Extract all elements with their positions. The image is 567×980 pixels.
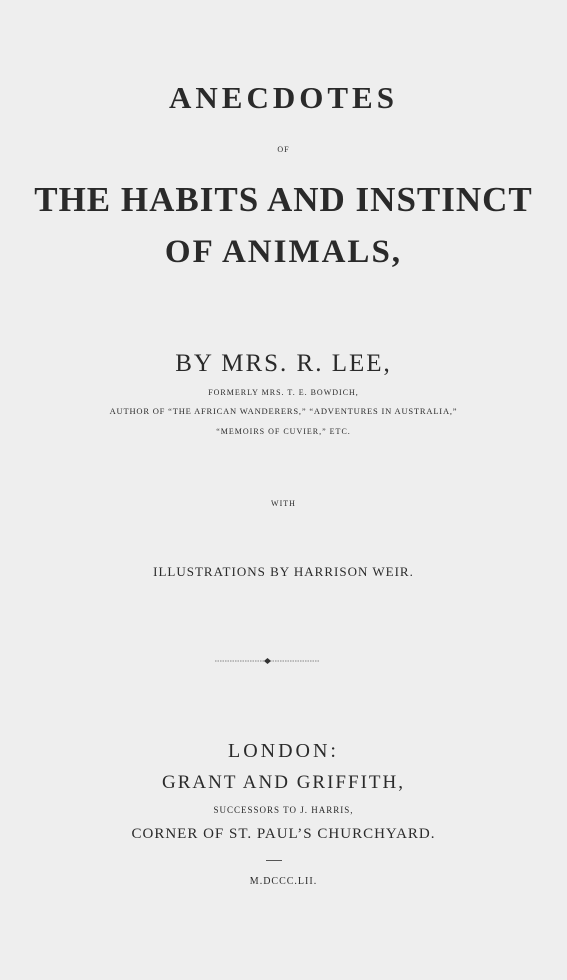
formerly-line: FORMERLY MRS. T. E. BOWDICH, [208,388,359,397]
successors-line: SUCCESSORS TO J. HARRIS, [213,805,354,815]
title-line-habits-instinct: THE HABITS AND INSTINCT [34,180,533,219]
address-line: CORNER OF ST. PAUL’S CHURCHYARD. [131,826,436,842]
city-line: LONDON: [228,740,339,762]
illustrations-line: ILLUSTRATIONS BY HARRISON WEIR. [153,564,414,579]
year-line: M.DCCC.LII. [249,876,318,887]
works-line-2: “MEMOIRS OF CUVIER,” ETC. [216,427,351,436]
works-line-1: AUTHOR OF “THE AFRICAN WANDERERS,” “ADVENTURES IN AUSTRALIA,” [109,406,458,416]
publisher-line: GRANT AND GRIFFITH, [162,772,405,793]
title-line-anecdotes: ANECDOTES [169,80,398,115]
short-rule [266,860,282,861]
with-line: WITH [271,499,296,508]
title-line-of: OF [277,145,290,154]
author-line: BY MRS. R. LEE, [175,350,392,377]
title-line-of-animals: OF ANIMALS, [164,234,403,270]
ornamental-divider [215,658,320,664]
